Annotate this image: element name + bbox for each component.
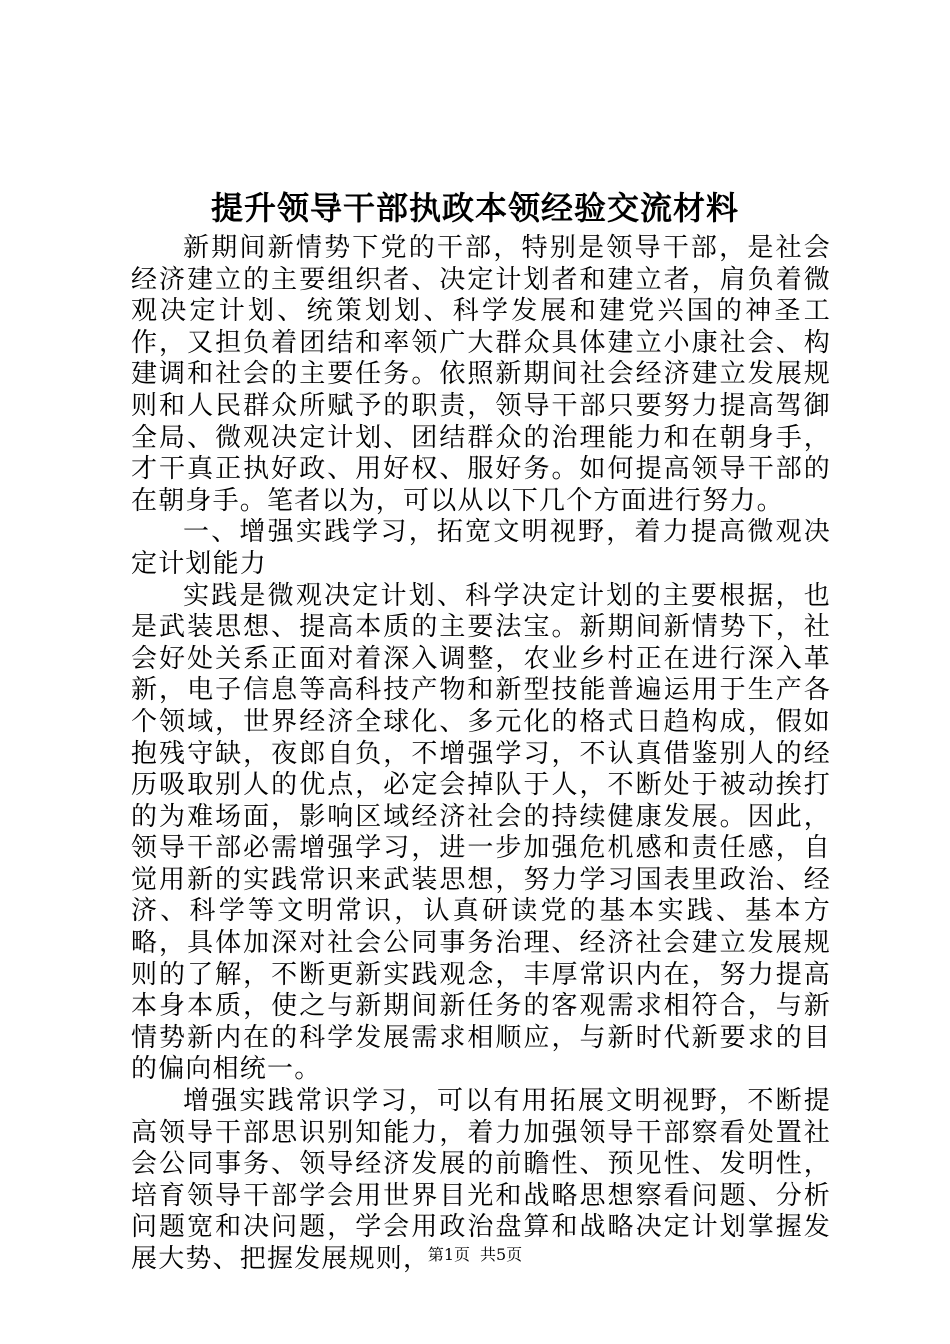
paragraph-practice: 实践是微观决定计划、科学决定计划的主要根据，也是武装思想、提高本质的主要法宝。新期间新情势下，社会好处关系正面对着深入调整，农业乡村正在进行深入革新，电子信息等高科技产物和新型技能普遍运用于生产各个领域，世界经济全球化、多元化的格式日趋构成，假如抱残守缺，夜郎自负，不增强学习，不认真借鉴别人的经历吸取别人的优点，必定会掉队于人，不断处于被动挨打的为难场面，影响区域经济社会的持续健康发展。因此，领导干部必需增强学习，进一步加强危机感和责任感，自觉用新的实践常识来武装思想，努力学习国表里政治、经济、科学等文明常识，认真研读党的基本实践、基本方略，具体加深对社会公同事务治理、经济社会建立发展规则的了解，不断更新实践观念，丰厚常识内在，努力提高本身本质，使之与新期间新任务的客观需求相符合，与新情势新内在的科学发展需求相顺应，与新时代新要求的目的偏向相统一。 bbox=[131, 580, 831, 1085]
document-body bbox=[131, 233, 831, 1276]
page-total: 共5页 bbox=[480, 1245, 523, 1264]
paragraph-study: 增强实践常识学习，可以有用拓展文明视野，不断提高领导干部思识别知能力，着力加强领导干部察看处置社会公同事务、领导经济发展的前瞻性、预见性、发明性，培育领导干部学会用世界目光和战略思想察看问题、分析问题宽和决问题，学会用政治盘算和战略决定计划掌握发展大势、把握发展规则， bbox=[131, 1086, 831, 1274]
page-number: 第1页 bbox=[427, 1245, 470, 1264]
paragraph-intro: 新期间新情势下党的干部，特别是领导干部，是社会经济建立的主要组织者、决定计划者和建立者，肩负着微观决定计划、统策划划、科学发展和建党兴国的神圣工作，又担负着团结和率领广大群众具体建立小康社会、构建调和社会的主要任务。依照新期间社会经济建立发展规则和人民群众所赋予的职责，领导干部只要努力提高驾御全局、微观决定计划、团结群众的治理能力和在朝身手，才干真正执好政、用好权、服好务。如何提高领导干部的在朝身手。笔者以为，可以从以下几个方面进行努力。 bbox=[131, 233, 831, 516]
page-footer bbox=[0, 1245, 950, 1265]
document-title: 提升领导干部执政本领经验交流材料 bbox=[210, 189, 739, 227]
section-heading-1: 一、增强实践学习，拓宽文明视野，着力提高微观决定计划能力 bbox=[131, 517, 831, 579]
